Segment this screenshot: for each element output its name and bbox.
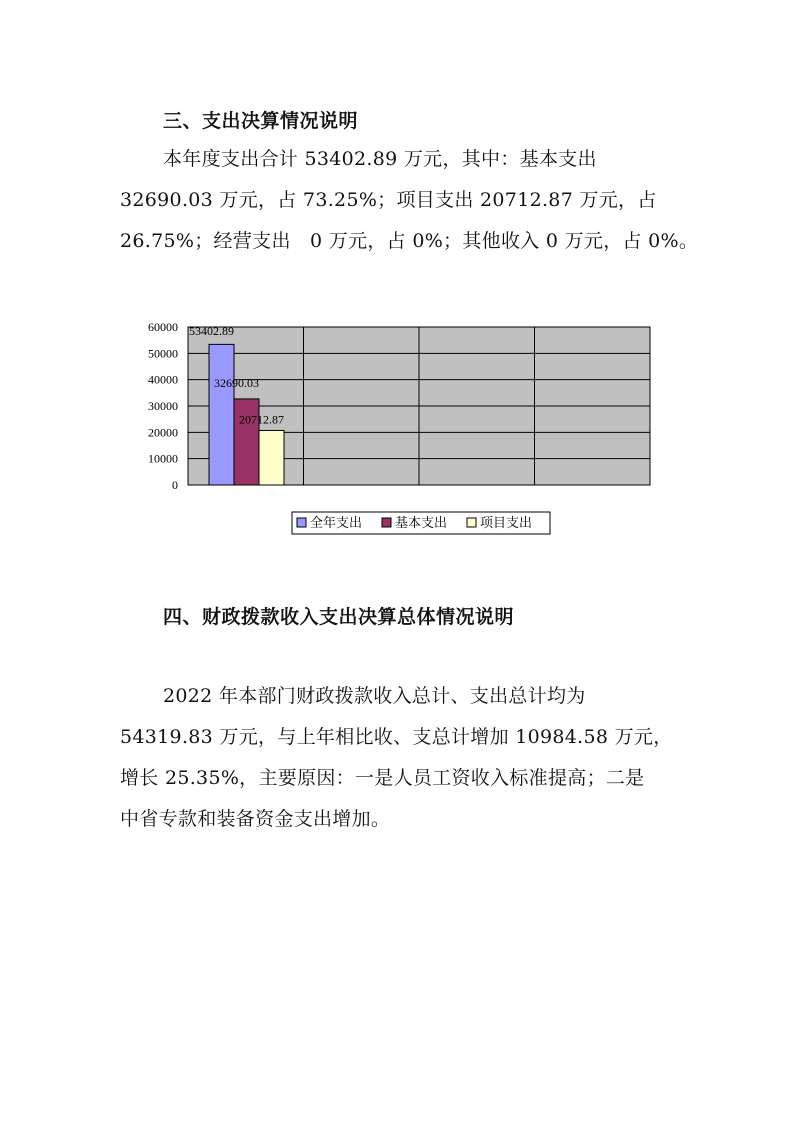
legend-swatch-1 (297, 518, 306, 527)
section3-line-1: 本年度支出合计 53402.89 万元，其中：基本支出 (163, 148, 597, 170)
legend-label-1: 全年支出 (310, 516, 363, 531)
legend-label-3: 项目支出 (480, 516, 533, 531)
chart-svg (120, 312, 680, 544)
section4-line-4: 中省专款和装备资金支出增加。 (120, 808, 391, 830)
section4-line-3: 增长 25.35%，主要原因：一是人员工资收入标准提高；二是 (120, 767, 645, 789)
y-tick-label: 0 (172, 478, 178, 492)
y-tick-label: 10000 (148, 451, 178, 466)
section3-line-3: 26.75%；经营支出 0 万元，占 0%；其他收入 0 万元，占 0%。 (120, 230, 699, 252)
section4-line-1: 2022 年本部门财政拨款收入总计、支出总计均为 (163, 685, 586, 707)
y-tick-label: 60000 (148, 320, 178, 334)
section3-line-2: 32690.03 万元，占 73.25%；项目支出 20712.87 万元，占 (120, 189, 657, 211)
bar-1 (209, 344, 234, 485)
section4-line-2: 54319.83 万元，与上年相比收、支总计增加 10984.58 万元， (120, 726, 673, 748)
legend-swatch-2 (382, 518, 391, 527)
data-label-1: 53402.89 (189, 324, 234, 338)
bar-3 (259, 430, 284, 485)
section4-heading: 四、财政拨款收入支出决算总体情况说明 (163, 606, 515, 628)
y-tick-label: 20000 (148, 425, 178, 440)
y-tick-label: 30000 (148, 399, 178, 413)
legend-label-2: 基本支出 (395, 516, 448, 531)
legend-swatch-3 (467, 518, 476, 527)
data-label-2: 32690.03 (214, 375, 259, 390)
y-tick-label: 50000 (148, 346, 178, 361)
section3-heading: 三、支出决算情况说明 (163, 110, 359, 132)
expenditure-bar-chart (120, 312, 680, 544)
data-label-3: 20712.87 (239, 412, 284, 427)
y-tick-label: 40000 (148, 372, 178, 387)
